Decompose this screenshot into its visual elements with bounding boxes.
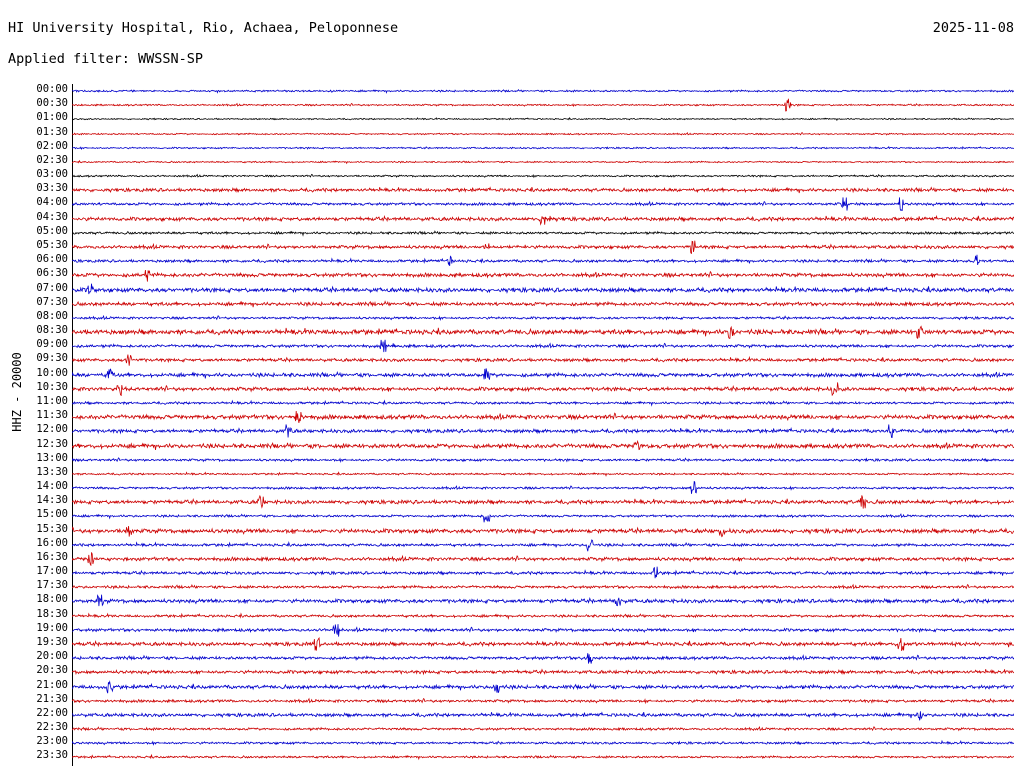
time-tick-label: 17:30 — [36, 579, 68, 592]
trace-row — [36, 550, 1014, 566]
seismic-trace — [72, 396, 1014, 410]
seismic-trace — [72, 580, 1014, 594]
time-tick-label: 07:30 — [36, 295, 68, 308]
time-tick-label: 11:30 — [36, 409, 68, 422]
trace-row — [36, 508, 1014, 523]
seismic-trace — [72, 495, 1014, 509]
seismic-trace — [72, 283, 1014, 297]
seismic-trace — [72, 410, 1014, 424]
trace-row — [36, 238, 1014, 254]
seismic-trace — [72, 750, 1014, 764]
time-tick-label: 11:00 — [36, 394, 68, 407]
time-tick-label: 03:00 — [36, 168, 68, 181]
time-tick-label: 12:00 — [36, 423, 68, 436]
seismic-trace — [72, 254, 1014, 268]
record-date: 2025-11-08 — [932, 20, 1014, 36]
time-tick-label: 01:00 — [36, 111, 68, 124]
trace-row — [36, 437, 1014, 453]
seismic-trace — [72, 98, 1014, 112]
time-tick-label: 00:00 — [36, 83, 68, 95]
applied-filter-label: Applied filter: WWSSN-SP — [8, 51, 204, 67]
seismic-trace — [72, 594, 1014, 608]
trace-row — [36, 168, 1014, 183]
time-tick-label: 16:30 — [36, 550, 68, 563]
seismic-trace — [72, 141, 1014, 155]
trace-row — [36, 253, 1014, 268]
seismic-trace — [72, 339, 1014, 353]
trace-row — [36, 721, 1014, 736]
time-tick-label: 14:00 — [36, 480, 68, 493]
trace-row — [36, 664, 1014, 679]
time-tick-label: 13:30 — [36, 465, 68, 478]
time-tick-label: 00:30 — [36, 97, 68, 110]
trace-row — [36, 210, 1014, 226]
time-tick-label: 08:00 — [36, 309, 68, 322]
trace-row — [36, 83, 1014, 98]
time-tick-label: 10:30 — [36, 380, 68, 393]
seismic-trace — [72, 524, 1014, 538]
seismic-trace — [72, 439, 1014, 453]
time-tick-label: 22:00 — [36, 706, 68, 719]
trace-row — [36, 309, 1014, 325]
trace-row — [36, 366, 1014, 382]
time-tick-label: 20:00 — [36, 650, 68, 663]
seismic-trace — [72, 382, 1014, 396]
helicorder-plot — [36, 83, 1014, 766]
trace-row — [36, 678, 1014, 694]
seismic-trace — [72, 651, 1014, 665]
time-tick-label: 08:30 — [36, 324, 68, 337]
trace-row — [36, 579, 1014, 594]
trace-row — [36, 522, 1014, 538]
trace-row — [36, 565, 1014, 580]
time-tick-label: 17:00 — [36, 565, 68, 578]
trace-row — [36, 692, 1014, 708]
seismic-trace — [72, 311, 1014, 325]
seismic-trace — [72, 212, 1014, 226]
seismic-trace — [72, 694, 1014, 708]
trace-row — [36, 465, 1014, 481]
trace-row — [36, 749, 1014, 764]
trace-row — [36, 153, 1014, 169]
trace-row — [36, 409, 1014, 424]
seismic-trace — [72, 325, 1014, 339]
seismic-trace — [72, 453, 1014, 467]
seismic-trace — [72, 566, 1014, 580]
time-tick-label: 15:00 — [36, 508, 68, 521]
time-tick-label: 05:30 — [36, 238, 68, 251]
time-tick-label: 10:00 — [36, 366, 68, 379]
seismic-trace — [72, 155, 1014, 169]
seismic-trace — [72, 112, 1014, 126]
time-tick-label: 16:00 — [36, 536, 68, 549]
seismic-trace — [72, 623, 1014, 637]
seismic-trace — [72, 183, 1014, 197]
time-tick-label: 03:30 — [36, 182, 68, 195]
time-tick-label: 09:30 — [36, 352, 68, 365]
seismic-trace — [72, 722, 1014, 736]
trace-row — [36, 706, 1014, 722]
time-tick-label: 18:30 — [36, 607, 68, 620]
trace-row — [36, 423, 1014, 438]
time-tick-label: 02:30 — [36, 153, 68, 166]
time-tick-label: 12:30 — [36, 437, 68, 450]
time-tick-label: 05:00 — [36, 224, 68, 237]
seismic-trace — [72, 637, 1014, 651]
time-tick-label: 01:30 — [36, 125, 68, 138]
trace-row — [36, 182, 1014, 197]
trace-row — [36, 621, 1014, 637]
seismic-trace — [72, 226, 1014, 240]
seismic-trace — [72, 127, 1014, 141]
seismic-trace — [72, 665, 1014, 679]
trace-row — [36, 295, 1014, 311]
trace-row — [36, 394, 1014, 410]
seismic-trace — [72, 353, 1014, 367]
trace-row — [36, 352, 1014, 367]
time-tick-label: 19:00 — [36, 621, 68, 634]
trace-row — [36, 338, 1014, 353]
seismic-trace — [72, 197, 1014, 211]
time-tick-label: 19:30 — [36, 636, 68, 649]
trace-row — [36, 267, 1014, 282]
time-tick-label: 20:30 — [36, 664, 68, 677]
time-tick-label: 02:00 — [36, 139, 68, 152]
trace-row — [36, 451, 1014, 467]
seismic-trace — [72, 84, 1014, 98]
time-tick-label: 21:30 — [36, 692, 68, 705]
time-tick-label: 06:30 — [36, 267, 68, 280]
trace-row — [36, 607, 1014, 623]
trace-row — [36, 593, 1014, 608]
seismic-trace — [72, 736, 1014, 750]
time-tick-label: 13:00 — [36, 451, 68, 464]
trace-row — [36, 196, 1014, 211]
seismic-trace — [72, 268, 1014, 282]
seismic-trace — [72, 538, 1014, 552]
trace-row — [36, 480, 1014, 495]
time-tick-label: 04:30 — [36, 210, 68, 223]
trace-row — [36, 224, 1014, 240]
time-tick-label: 15:30 — [36, 522, 68, 535]
trace-row — [36, 650, 1014, 665]
time-tick-label: 06:00 — [36, 253, 68, 266]
seismic-trace — [72, 297, 1014, 311]
seismic-trace — [72, 509, 1014, 523]
seismic-trace — [72, 368, 1014, 382]
trace-row — [36, 380, 1014, 396]
trace-row — [36, 125, 1014, 141]
trace-row — [36, 324, 1014, 339]
page-title: HI University Hospital, Rio, Achaea, Peloponnese — [8, 20, 399, 36]
trace-row — [36, 735, 1014, 750]
seismic-trace — [72, 481, 1014, 495]
time-tick-label: 14:30 — [36, 494, 68, 507]
time-tick-label: 23:30 — [36, 749, 68, 762]
trace-row — [36, 111, 1014, 126]
trace-row — [36, 139, 1014, 155]
trace-row — [36, 97, 1014, 112]
trace-row — [36, 536, 1014, 552]
seismic-trace — [72, 708, 1014, 722]
seismic-trace — [72, 552, 1014, 566]
trace-row — [36, 636, 1014, 651]
time-tick-label: 07:00 — [36, 281, 68, 294]
time-tick-label: 23:00 — [36, 735, 68, 748]
time-tick-label: 09:00 — [36, 338, 68, 351]
seismic-trace — [72, 680, 1014, 694]
seismic-trace — [72, 169, 1014, 183]
trace-row — [36, 494, 1014, 509]
seismic-trace — [72, 240, 1014, 254]
seismic-trace — [72, 424, 1014, 438]
seismic-trace — [72, 609, 1014, 623]
time-tick-label: 22:30 — [36, 721, 68, 734]
time-tick-label: 21:00 — [36, 678, 68, 691]
time-tick-label: 04:00 — [36, 196, 68, 209]
trace-row — [36, 281, 1014, 297]
seismic-trace — [72, 467, 1014, 481]
time-tick-label: 18:00 — [36, 593, 68, 606]
y-axis-label: HHZ - 20000 — [10, 352, 24, 432]
